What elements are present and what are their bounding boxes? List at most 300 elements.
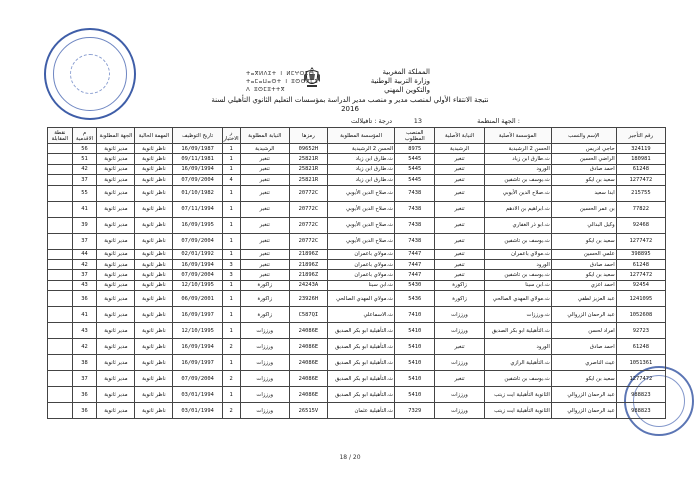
cell-sen: 51	[72, 154, 97, 164]
cell-choice: 1	[222, 233, 240, 249]
cell-choice: 1	[222, 355, 240, 371]
cell-dprov: ورززات	[240, 371, 289, 387]
cell-post: 8975	[395, 144, 435, 154]
cell-job: ناظر ثانوية	[135, 233, 173, 249]
table-row	[48, 307, 666, 323]
cell-dest: ث.مولاي باعمران	[327, 249, 394, 259]
table-row	[48, 233, 666, 249]
table-header-row	[48, 128, 666, 144]
cell-dprov: ورززات	[240, 355, 289, 371]
cell-dest: ث.ابن سينا	[327, 280, 394, 290]
cell-dest: ث.مولاي المهدي الصالحي	[327, 291, 394, 307]
header-tifinagh-2: ⵜⴰⵎⴰⵡⴰⵙⵜ ⵏ ⵓⵙⵙⴳⵎⵉ	[246, 79, 319, 85]
cell-name: سعيد بن ايكو	[551, 175, 616, 185]
table-row	[48, 201, 666, 217]
column-header: المؤسسة الأصلية	[484, 128, 551, 144]
cell-reg: مدير ثانوية	[97, 249, 135, 259]
cell-score	[48, 280, 73, 290]
cell-choice: 4	[222, 175, 240, 185]
cell-id: 1052608	[616, 307, 665, 323]
cell-name: عيث الناصري	[551, 355, 616, 371]
cell-dprov: ورززات	[240, 387, 289, 403]
cell-dest: ث.صلاح الدين الأيوبي	[327, 201, 394, 217]
cell-post: 7447	[395, 249, 435, 259]
cell-reg: مدير ثانوية	[97, 387, 135, 403]
cell-prov: تنغير	[435, 233, 484, 249]
header-tifinagh-1: ⵜⴰⴳⵍⴷⵉⵜ ⵏ ⵍⵎⵖⵔⵉⴱ	[246, 71, 315, 77]
cell-score	[48, 144, 73, 154]
region-label: الجهة المنظمة :	[477, 117, 520, 125]
cell-score	[48, 323, 73, 339]
cell-prov: ورززات	[435, 387, 484, 403]
cell-date: 12/10/1995	[173, 323, 222, 339]
cell-code: 21896Z	[289, 270, 327, 280]
cell-code: 25821R	[289, 164, 327, 174]
cell-post: 5410	[395, 339, 435, 355]
cell-post: 5410	[395, 387, 435, 403]
header-ministry: وزارة التربية الوطنية	[370, 77, 430, 85]
header-tifinagh-3: ⴷ ⵓⵙⵎⵓⵜⵜⴳ	[246, 87, 286, 93]
cell-sen: 37	[72, 175, 97, 185]
cell-date: 07/11/1994	[173, 201, 222, 217]
cell-reg: مدير ثانوية	[97, 323, 135, 339]
cell-date: 02/01/1992	[173, 249, 222, 259]
cell-dest: ث.التأهيلية ابو بكر الصديق	[327, 355, 394, 371]
cell-code: 25821R	[289, 175, 327, 185]
cell-dest: ث.صلاح الدين الأيوبي	[327, 233, 394, 249]
cell-dprov: تنغير	[240, 259, 289, 269]
cell-inst: ث.صلاح الدين الأيوبي	[484, 185, 551, 201]
cell-id: 324119	[616, 144, 665, 154]
cell-post: 7410	[395, 307, 435, 323]
cell-name: علمي الحسين	[551, 249, 616, 259]
cell-reg: مدير ثانوية	[97, 201, 135, 217]
cell-id: 215755	[616, 185, 665, 201]
cell-inst: ث.مولاي المهدي الصالحي	[484, 291, 551, 307]
cell-dprov: الرشيدية	[240, 144, 289, 154]
cell-inst: ث.ابراهيم بن الادهم	[484, 201, 551, 217]
cell-prov: تنغير	[435, 339, 484, 355]
cell-choice: 1	[222, 387, 240, 403]
table-row	[48, 387, 666, 403]
cell-code: 20772C	[289, 201, 327, 217]
cell-inst: الثانوية التأهيلية ايت زينب	[484, 387, 551, 403]
cell-prov: تنغير	[435, 270, 484, 280]
cell-choice: 1	[222, 249, 240, 259]
column-header: المنصب المطلوب	[395, 128, 435, 144]
cell-prov: تنغير	[435, 185, 484, 201]
cell-post: 7447	[395, 259, 435, 269]
cell-reg: مدير ثانوية	[97, 185, 135, 201]
cell-job: ناظر ثانوية	[135, 185, 173, 201]
document-title: نتيجة الانتقاء الأولي لمنصب مدير و منصب مدير الدراسة بمؤسسات التعليم الثانوي التأهيلي لسنة	[211, 96, 489, 104]
cell-id: 1277472	[616, 175, 665, 185]
cell-dest: ث.الاسماعلي	[327, 307, 394, 323]
cell-date: 07/09/2004	[173, 371, 222, 387]
cell-post: 7438	[395, 201, 435, 217]
table-row	[48, 249, 666, 259]
cell-inst: ث.ابو ذر الغفاري	[484, 217, 551, 233]
cell-reg: مدير ثانوية	[97, 307, 135, 323]
cell-choice: 3	[222, 270, 240, 280]
cell-dprov: تنغير	[240, 217, 289, 233]
cell-dest: ث.التأهيلية ابو بكر الصديق	[327, 323, 394, 339]
cell-choice: 1	[222, 154, 240, 164]
cell-job: ناظر ثانوية	[135, 270, 173, 280]
cell-post: 7447	[395, 270, 435, 280]
cell-id: 92454	[616, 280, 665, 290]
cell-dest: ث.صلاح الدين الأيوبي	[327, 185, 394, 201]
cell-id: 988823	[616, 403, 665, 419]
cell-date: 16/09/1994	[173, 164, 222, 174]
column-header: ر الاختيار	[223, 129, 239, 142]
cell-id: 1241095	[616, 291, 665, 307]
cell-reg: مدير ثانوية	[97, 144, 135, 154]
cell-sen: 55	[72, 185, 97, 201]
cell-dest: ث.مولاي باعمران	[327, 259, 394, 269]
cell-choice: 1	[222, 307, 240, 323]
column-header: النيابة المطلوبة	[240, 128, 289, 144]
cell-prov: ورززات	[435, 307, 484, 323]
cell-choice: 3	[222, 259, 240, 269]
table-row	[48, 403, 666, 419]
cell-score	[48, 270, 73, 280]
cell-score	[48, 201, 73, 217]
cell-score	[48, 339, 73, 355]
cell-dprov: زاكورة	[240, 280, 289, 290]
column-header: المهمة الحالية	[135, 128, 173, 144]
cell-name: احمد صادق	[551, 164, 616, 174]
cell-id: 988823	[616, 387, 665, 403]
cell-date: 09/11/1981	[173, 154, 222, 164]
cell-reg: مدير ثانوية	[97, 270, 135, 280]
cell-dprov: تنغير	[240, 175, 289, 185]
cell-reg: مدير ثانوية	[97, 403, 135, 419]
cell-job: ناظر ثانوية	[135, 403, 173, 419]
column-header: رمزها	[289, 128, 327, 144]
cell-sen: 42	[72, 339, 97, 355]
cell-date: 16/09/1994	[173, 259, 222, 269]
cell-dprov: ورززات	[240, 403, 289, 419]
cell-name: الراضي الحسين	[551, 154, 616, 164]
cell-post: 5445	[395, 164, 435, 174]
cell-prov: تنغير	[435, 154, 484, 164]
cell-choice: 2	[222, 403, 240, 419]
cell-score	[48, 387, 73, 403]
cell-reg: مدير ثانوية	[97, 291, 135, 307]
cell-code: 21896Z	[289, 259, 327, 269]
cell-code: 26515V	[289, 403, 327, 419]
cell-date: 12/10/1995	[173, 280, 222, 290]
cell-id: 1277472	[616, 233, 665, 249]
cell-post: 7438	[395, 217, 435, 233]
cell-choice: 1	[222, 323, 240, 339]
cell-sen: 42	[72, 164, 97, 174]
cell-date: 03/01/1994	[173, 387, 222, 403]
table-row	[48, 339, 666, 355]
cell-job: ناظر ثانوية	[135, 154, 173, 164]
cell-inst: الورود	[484, 259, 551, 269]
cell-name: وكيل البدالي	[551, 217, 616, 233]
table-row	[48, 371, 666, 387]
cell-date: 16/09/1994	[173, 339, 222, 355]
cell-name: عبد العزيز لطفي	[551, 291, 616, 307]
column-header: نقطة المقابلة	[48, 128, 73, 144]
region-code: 13	[413, 117, 422, 125]
cell-id: 398895	[616, 249, 665, 259]
cell-inst: ث.يوسف بن تاشفين	[484, 175, 551, 185]
cell-job: ناظر ثانوية	[135, 217, 173, 233]
column-header: المؤسسة المطلوبة	[327, 128, 394, 144]
cell-reg: مدير ثانوية	[97, 164, 135, 174]
cell-date: 16/09/1997	[173, 307, 222, 323]
cell-choice: 1	[222, 164, 240, 174]
cell-name: ابدا سعيد	[551, 185, 616, 201]
cell-sen: 41	[72, 307, 97, 323]
cell-sen: 41	[72, 201, 97, 217]
cell-date: 07/09/2004	[173, 270, 222, 280]
cell-inst: ث.التأهيلية ابو بكر الصديق	[484, 323, 551, 339]
cell-dprov: زاكورة	[240, 291, 289, 307]
results-table	[47, 127, 666, 419]
table-row	[48, 154, 666, 164]
cell-choice: 1	[222, 280, 240, 290]
table-row	[48, 164, 666, 174]
cell-reg: مدير ثانوية	[97, 371, 135, 387]
cell-score	[48, 371, 73, 387]
cell-reg: مدير ثانوية	[97, 217, 135, 233]
cell-job: ناظر ثانوية	[135, 201, 173, 217]
cell-prov: ورززات	[435, 403, 484, 419]
cell-inst: ث.طارق ابن زياد	[484, 154, 551, 164]
cell-reg: مدير ثانوية	[97, 280, 135, 290]
cell-prov: تنغير	[435, 175, 484, 185]
cell-inst: الورود	[484, 339, 551, 355]
table-row	[48, 355, 666, 371]
cell-sen: 56	[72, 144, 97, 154]
cell-score	[48, 307, 73, 323]
cell-reg: مدير ثانوية	[97, 355, 135, 371]
cell-job: ناظر ثانوية	[135, 371, 173, 387]
table-row	[48, 175, 666, 185]
cell-code: 20772C	[289, 185, 327, 201]
column-header: الجهة المطلوبة	[97, 128, 135, 144]
cell-code: 24086E	[289, 323, 327, 339]
cell-inst: ث.التأهيلية الرازي	[484, 355, 551, 371]
cell-job: ناظر ثانوية	[135, 164, 173, 174]
cell-job: ناظر ثانوية	[135, 175, 173, 185]
table-row	[48, 291, 666, 307]
cell-prov: تنغير	[435, 249, 484, 259]
cell-dprov: تنغير	[240, 154, 289, 164]
cell-inst: ث.ورززات	[484, 307, 551, 323]
cell-score	[48, 403, 73, 419]
cell-code: 20772C	[289, 233, 327, 249]
cell-score	[48, 259, 73, 269]
cell-date: 16/09/1997	[173, 355, 222, 371]
cell-inst: ث.مولاي باعمران	[484, 249, 551, 259]
cell-prov: الرشيدية	[435, 144, 484, 154]
cell-inst: ث.ابن سينا	[484, 280, 551, 290]
cell-job: ناظر ثانوية	[135, 259, 173, 269]
cell-reg: مدير ثانوية	[97, 339, 135, 355]
cell-sen: 36	[72, 387, 97, 403]
cell-name: احمد اعزي	[551, 280, 616, 290]
cell-id: 1277472	[616, 270, 665, 280]
cell-prov: ورززات	[435, 355, 484, 371]
cell-sen: 36	[72, 403, 97, 419]
table-row	[48, 323, 666, 339]
cell-choice: 2	[222, 339, 240, 355]
cell-sen: 44	[72, 249, 97, 259]
cell-id: 92468	[616, 217, 665, 233]
cell-date: 06/09/2001	[173, 291, 222, 307]
cell-sen: 37	[72, 371, 97, 387]
cell-post: 5410	[395, 323, 435, 339]
cell-post: 5410	[395, 355, 435, 371]
cell-dest: ث.التأهيلية عثمان	[327, 403, 394, 419]
cell-prov: تنغير	[435, 217, 484, 233]
cell-id: 77822	[616, 201, 665, 217]
cell-job: ناظر ثانوية	[135, 144, 173, 154]
cell-score	[48, 175, 73, 185]
cell-id: 61248	[616, 259, 665, 269]
cell-dest: ث.التأهيلية ابو بكر الصديق	[327, 339, 394, 355]
cell-sen: 39	[72, 217, 97, 233]
cell-code: 09652H	[289, 144, 327, 154]
cell-dprov: تنغير	[240, 185, 289, 201]
cell-inst: ث.يوسف بن تاشفين	[484, 270, 551, 280]
cell-score	[48, 355, 73, 371]
cell-score	[48, 249, 73, 259]
cell-dprov: تنغير	[240, 249, 289, 259]
table-row	[48, 144, 666, 154]
column-header: الإسم والنسب	[551, 128, 616, 144]
cell-dest: ث.طارق ابن زياد	[327, 175, 394, 185]
cell-post: 5410	[395, 371, 435, 387]
cell-sen: 43	[72, 280, 97, 290]
cell-dprov: تنغير	[240, 164, 289, 174]
cell-job: ناظر ثانوية	[135, 339, 173, 355]
cell-dprov: تنغير	[240, 201, 289, 217]
cell-job: ناظر ثانوية	[135, 307, 173, 323]
cell-id: 180981	[616, 154, 665, 164]
cell-choice: 2	[222, 371, 240, 387]
cell-id: 1051361	[616, 355, 665, 371]
cell-date: 01/10/1982	[173, 185, 222, 201]
cell-name: سعيد بن ايكو	[551, 371, 616, 387]
cell-score	[48, 217, 73, 233]
cell-code: 23926H	[289, 291, 327, 307]
cell-sen: 42	[72, 259, 97, 269]
region-row	[300, 117, 520, 126]
cell-reg: مدير ثانوية	[97, 154, 135, 164]
cell-job: ناظر ثانوية	[135, 280, 173, 290]
cell-date: 07/09/2004	[173, 233, 222, 249]
cell-dest: ث.طارق ابن زياد	[327, 154, 394, 164]
cell-code: 20772C	[289, 217, 327, 233]
cell-date: 16/09/1995	[173, 217, 222, 233]
table-row	[48, 270, 666, 280]
cell-date: 16/09/1987	[173, 144, 222, 154]
cell-code: 24243A	[289, 280, 327, 290]
cell-name: امراد لحسن	[551, 323, 616, 339]
cell-reg: مدير ثانوية	[97, 175, 135, 185]
cell-post: 5445	[395, 154, 435, 164]
cell-score	[48, 164, 73, 174]
table-row	[48, 259, 666, 269]
cell-code: 25821R	[289, 154, 327, 164]
cell-dest: ث.صلاح الدين الأيوبي	[327, 217, 394, 233]
cell-choice: 1	[222, 217, 240, 233]
cell-post: 5436	[395, 291, 435, 307]
cell-inst: الورود	[484, 164, 551, 174]
header-kingdom: المملكة المغربية	[382, 68, 430, 76]
column-header: م الاقدمية	[72, 128, 97, 144]
cell-choice: 1	[222, 291, 240, 307]
cell-sen: 36	[72, 291, 97, 307]
cell-name: احمد صادق	[551, 259, 616, 269]
cell-name: احمد صادق	[551, 339, 616, 355]
cell-name: عبد الرحمان الزروالي	[551, 387, 616, 403]
cell-reg: مدير ثانوية	[97, 233, 135, 249]
cell-reg: مدير ثانوية	[97, 259, 135, 269]
cell-id: 92723	[616, 323, 665, 339]
cell-job: ناظر ثانوية	[135, 355, 173, 371]
cell-name: بن عمر الحسين	[551, 201, 616, 217]
cell-job: ناظر ثانوية	[135, 291, 173, 307]
region-degree: درجة : تافيلالت	[351, 117, 392, 125]
cell-dprov: زاكورة	[240, 307, 289, 323]
cell-choice: 1	[222, 201, 240, 217]
cell-date: 03/01/1994	[173, 403, 222, 419]
cell-post: 7329	[395, 403, 435, 419]
cell-id: 1277472	[616, 371, 665, 387]
cell-score	[48, 185, 73, 201]
cell-post: 7438	[395, 185, 435, 201]
cell-inst: ث.يوسف بن تاشفين	[484, 233, 551, 249]
cell-prov: ورززات	[435, 323, 484, 339]
column-header: تاريخ التوظيف	[173, 128, 222, 144]
cell-choice: 1	[222, 144, 240, 154]
cell-code: C587QI	[289, 307, 327, 323]
cell-name: عبد الرحمان الزروالي	[551, 307, 616, 323]
cell-prov: تنغير	[435, 201, 484, 217]
cell-prov: تنغير	[435, 371, 484, 387]
cell-dest: ث.مولاي باعمران	[327, 270, 394, 280]
column-header: رقم التأجير	[616, 128, 665, 144]
table-row	[48, 280, 666, 290]
cell-id: 61248	[616, 339, 665, 355]
cell-sen: 38	[72, 355, 97, 371]
cell-code: 24086E	[289, 387, 327, 403]
cell-prov: زاكورة	[435, 291, 484, 307]
cell-dest: ث.التأهيلية ابو بكر الصديق	[327, 371, 394, 387]
document-year: 2016	[341, 105, 359, 113]
cell-prov: تنغير	[435, 259, 484, 269]
cell-name: سعيد بن ايكو	[551, 233, 616, 249]
cell-dest: ث.التأهيلية ابو بكر الصديق	[327, 387, 394, 403]
cell-score	[48, 233, 73, 249]
cell-dprov: ورززات	[240, 323, 289, 339]
cell-sen: 37	[72, 270, 97, 280]
cell-dprov: تنغير	[240, 233, 289, 249]
cell-score	[48, 291, 73, 307]
table-row	[48, 185, 666, 201]
column-header: النيابة الأصلية	[435, 128, 484, 144]
cell-name: سعيد بن ايكو	[551, 270, 616, 280]
cell-dprov: تنغير	[240, 270, 289, 280]
